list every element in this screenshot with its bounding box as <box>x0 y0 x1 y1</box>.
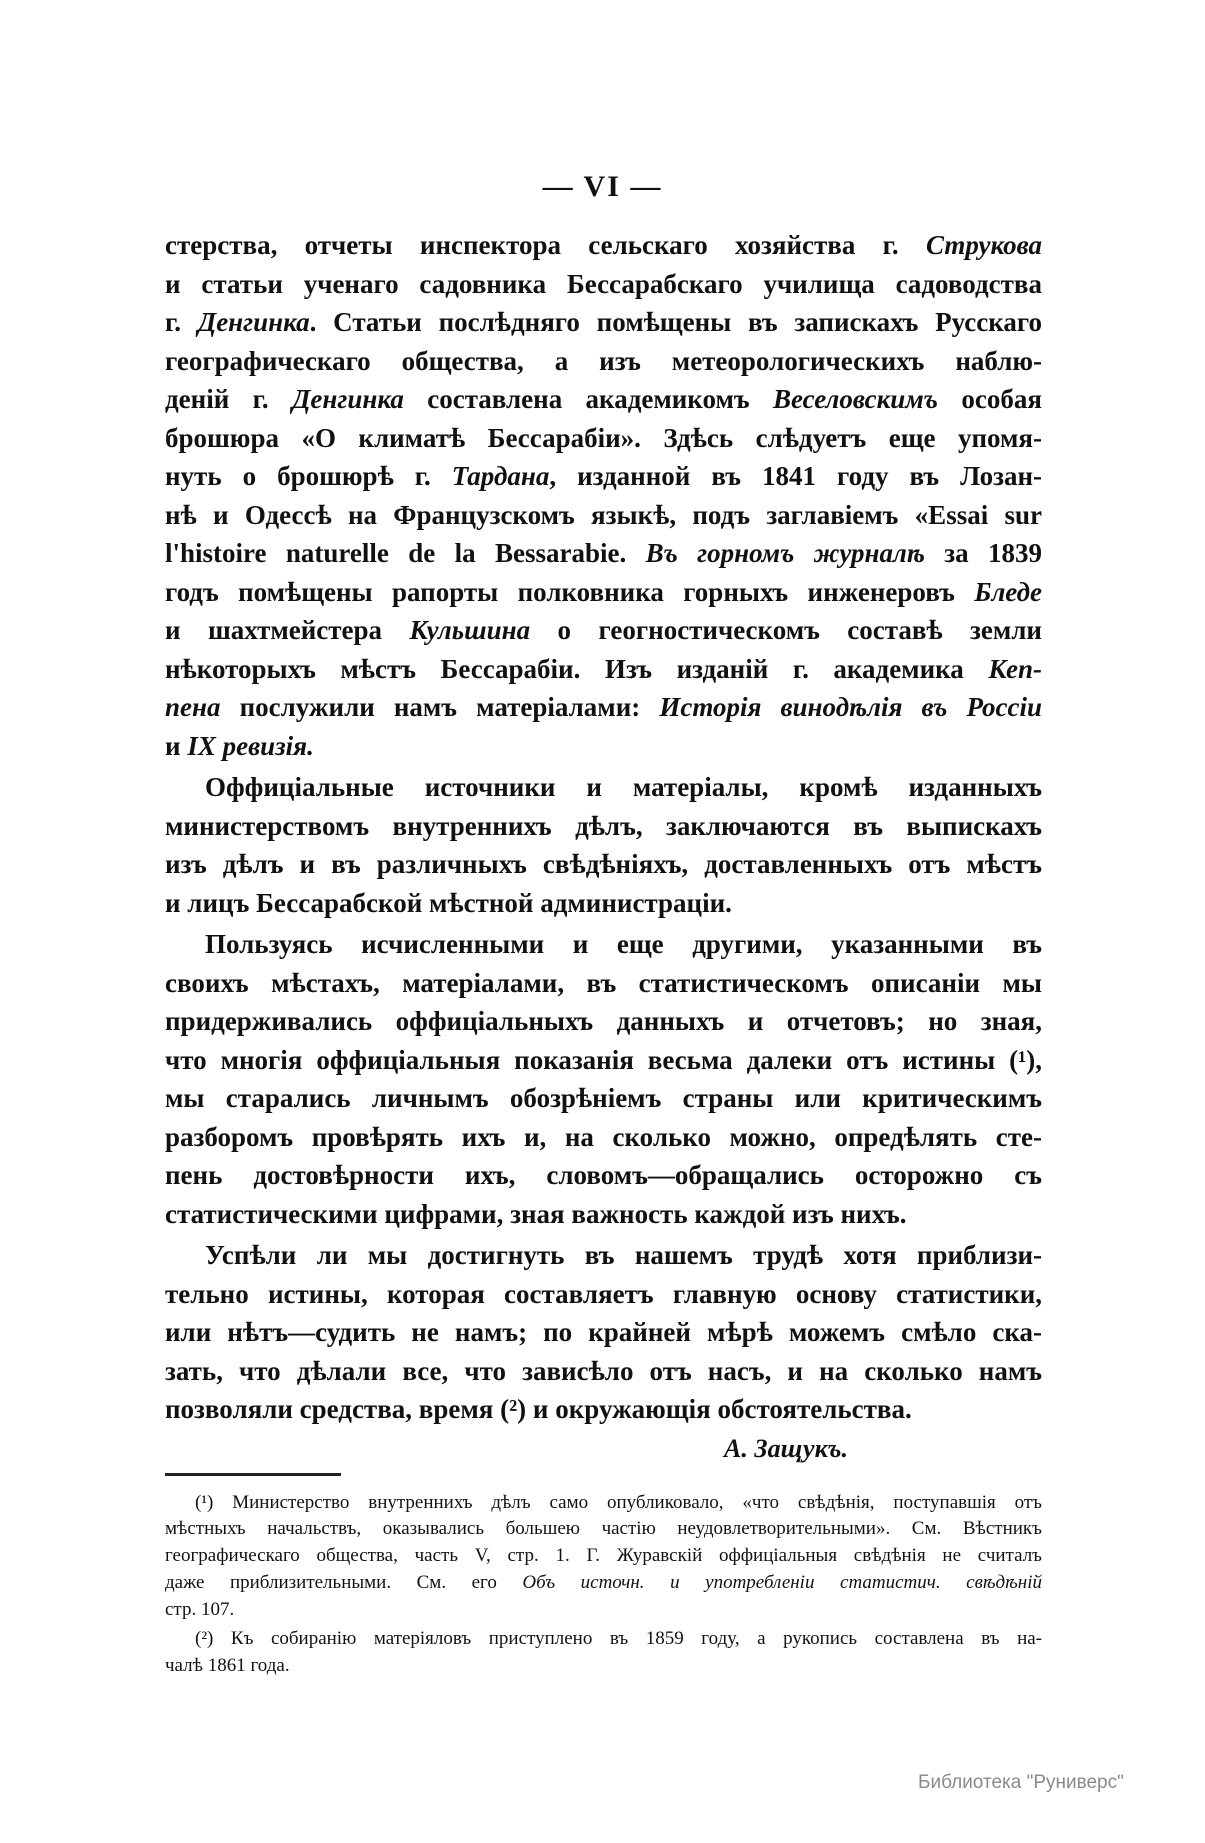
text-line <box>165 342 1042 381</box>
text-line <box>165 380 1042 419</box>
text-line <box>165 1597 1042 1624</box>
text-segment: послужили намъ матеріалами: <box>220 692 660 722</box>
text-line <box>165 1626 1042 1653</box>
text-line <box>165 768 1042 807</box>
text-segment: министерствомъ внутреннихъ дѣлъ, заключаются въ выпискахъ <box>165 810 1042 841</box>
italic-text: Струкова <box>925 230 1042 260</box>
text-segment: изъ дѣлъ и въ различныхъ свѣдѣніяхъ, доставленныхъ отъ мѣстъ <box>165 849 1042 879</box>
text-line <box>165 964 1042 1003</box>
text-segment: нѣ и Одессѣ на Французскомъ языкѣ, подъ заглавіемъ «Essai sur <box>165 499 1042 530</box>
paragraph <box>165 925 1042 1233</box>
italic-text: IX ревизія. <box>187 730 314 761</box>
text-segment: статистическими цифрами, зная важность каждой изъ нихъ. <box>165 1198 907 1229</box>
text-line <box>165 611 1042 650</box>
text-segment: и шахтмейстера <box>165 615 410 645</box>
text-segment: нѣкоторыхъ мѣстъ Бессарабіи. Изъ изданій г. академика <box>165 653 989 684</box>
text-line <box>165 573 1042 612</box>
italic-text: Денгинка <box>197 307 310 337</box>
text-segment: позволяли средства, время (²) и окружающія обстоятельства. <box>165 1394 912 1424</box>
text-segment: Пользуясь исчисленными и еще другими, указанными въ <box>205 929 1042 959</box>
text-segment: Успѣли ли мы достигнуть въ нашемъ трудѣ хотя приблизи- <box>205 1240 1042 1270</box>
text-line <box>165 419 1042 458</box>
text-segment: особая <box>938 384 1042 414</box>
text-segment: мѣстныхъ начальствъ, оказывались большею частію неудовлетворительными». См. Вѣстникъ <box>165 1518 1042 1540</box>
italic-text: Въ горномъ журналѣ <box>645 538 925 568</box>
italic-text: Денгинка <box>291 384 404 414</box>
text-segment: . Статьи послѣдняго помѣщены въ запискахъ Русскаго <box>309 307 1042 337</box>
italic-text: пена <box>165 692 221 722</box>
text-segment: пень достовѣрности ихъ, словомъ—обращались осторожно съ <box>165 1160 1042 1190</box>
text-line <box>165 303 1042 342</box>
text-line <box>165 1275 1042 1314</box>
italic-text: Бледе <box>974 576 1042 607</box>
text-segment: тельно истины, которая составляетъ главную основу статистики, <box>165 1278 1042 1309</box>
page-content <box>165 226 1042 1683</box>
text-segment: или нѣтъ—судить не намъ; по крайней мѣрѣ можемъ смѣло ска- <box>165 1317 1042 1347</box>
text-segment: географическаго общества, а изъ метеорологическихъ наблю- <box>165 345 1042 376</box>
footnotes <box>165 1490 1042 1681</box>
text-line <box>165 496 1042 535</box>
text-line <box>165 1236 1042 1275</box>
text-segment: и <box>165 730 188 761</box>
text-line <box>165 1352 1042 1391</box>
footnote <box>165 1626 1042 1680</box>
italic-text: Веселовскимъ <box>772 384 939 414</box>
text-segment: стр. 107. <box>165 1598 235 1620</box>
text-segment: деній г. <box>165 384 292 414</box>
text-line <box>165 884 1042 923</box>
text-line <box>165 727 1042 766</box>
text-segment: Оффиціальные источники и матеріалы, кромѣ изданныхъ <box>205 772 1042 802</box>
main-text <box>165 226 1042 1429</box>
text-segment: , изданной въ 1841 году въ Лозан- <box>549 461 1043 491</box>
author-signature: А. Защукъ. <box>724 1433 848 1463</box>
footnote-divider <box>165 1473 341 1476</box>
text-line <box>165 1195 1042 1234</box>
text-line <box>165 1390 1042 1429</box>
text-line <box>165 1041 1042 1080</box>
italic-text: Объ источн. и употребленіи статистич. свѣдѣній <box>522 1571 1042 1593</box>
paragraph <box>165 1236 1042 1429</box>
text-line <box>165 1156 1042 1195</box>
page-number: — VI — <box>542 170 663 203</box>
text-segment: зать, что дѣлали все, что зависѣло отъ насъ, и на сколько намъ <box>165 1355 1042 1386</box>
italic-text: Кеп- <box>988 653 1042 684</box>
text-line <box>165 807 1042 846</box>
text-line <box>165 457 1042 496</box>
text-line <box>165 650 1042 689</box>
text-segment: за 1839 <box>924 538 1042 568</box>
italic-text: Кульшина <box>409 615 531 645</box>
text-line <box>165 1118 1042 1157</box>
text-line <box>165 226 1042 265</box>
text-segment: годъ помѣщены рапорты полковника горныхъ инженеровъ <box>165 576 975 607</box>
text-line <box>165 265 1042 304</box>
text-line <box>165 1543 1042 1570</box>
italic-text: Тардана <box>451 461 550 491</box>
paragraph <box>165 768 1042 922</box>
text-segment: нуть о брошюрѣ г. <box>165 461 452 491</box>
text-segment: и статьи ученаго садовника Бессарабскаго училища садоводства <box>165 268 1042 299</box>
text-line <box>165 688 1042 727</box>
text-line <box>165 1313 1042 1352</box>
text-segment: чалѣ 1861 года. <box>165 1655 290 1677</box>
text-line <box>165 925 1042 964</box>
text-line <box>165 1079 1042 1118</box>
text-segment: г. <box>165 307 198 337</box>
text-line <box>165 845 1042 884</box>
text-segment: географическаго общества, часть V, стр. 1. Г. Журавскій оффиціальныя свѣдѣнія не считалъ <box>165 1545 1042 1567</box>
library-watermark: Библиотека "Руниверс" <box>918 1772 1124 1793</box>
italic-text: Исторія винодѣлія въ Россіи <box>659 692 1042 722</box>
text-segment: разборомъ провѣрять ихъ и, на сколько можно, опредѣлять сте- <box>165 1121 1042 1152</box>
text-segment: мы старались личнымъ обозрѣніемъ страны или критическимъ <box>165 1083 1042 1113</box>
text-segment: о геогностическомъ составѣ земли <box>530 615 1042 645</box>
text-segment: своихъ мѣстахъ, матеріалами, въ статистическомъ описаніи мы <box>165 967 1042 998</box>
text-line <box>165 1002 1042 1041</box>
footnote <box>165 1490 1042 1624</box>
text-line <box>165 1570 1042 1597</box>
text-line <box>165 534 1042 573</box>
text-segment: составлена академикомъ <box>403 384 773 414</box>
text-segment: и лицъ Бессарабской мѣстной администраціи. <box>165 887 732 918</box>
text-segment: даже приблизительными. См. его <box>165 1571 523 1593</box>
text-segment: что многія оффиціальныя показанія весьма далеки отъ истины (¹), <box>165 1044 1042 1075</box>
text-line <box>165 1653 1042 1680</box>
text-segment: (²) Къ собиранію матеріяловъ приступлено въ 1859 году, а рукопись составлена въ на- <box>195 1628 1042 1650</box>
text-segment: брошюра «О климатѣ Бессарабіи». Здѣсь слѣдуетъ еще упомя- <box>165 422 1042 453</box>
text-line <box>165 1490 1042 1517</box>
text-segment: l'histoire naturelle de la Bessarabie. <box>165 538 646 568</box>
text-segment: придерживались оффиціальныхъ данныхъ и отчетовъ; но зная, <box>165 1006 1042 1036</box>
text-line <box>165 1516 1042 1543</box>
text-segment: (¹) Министерство внутреннихъ дѣлъ само опубликовало, «что свѣдѣнія, поступавшія отъ <box>195 1491 1042 1513</box>
text-segment: стерства, отчеты инспектора сельскаго хозяйства г. <box>165 230 926 260</box>
paragraph <box>165 226 1042 765</box>
